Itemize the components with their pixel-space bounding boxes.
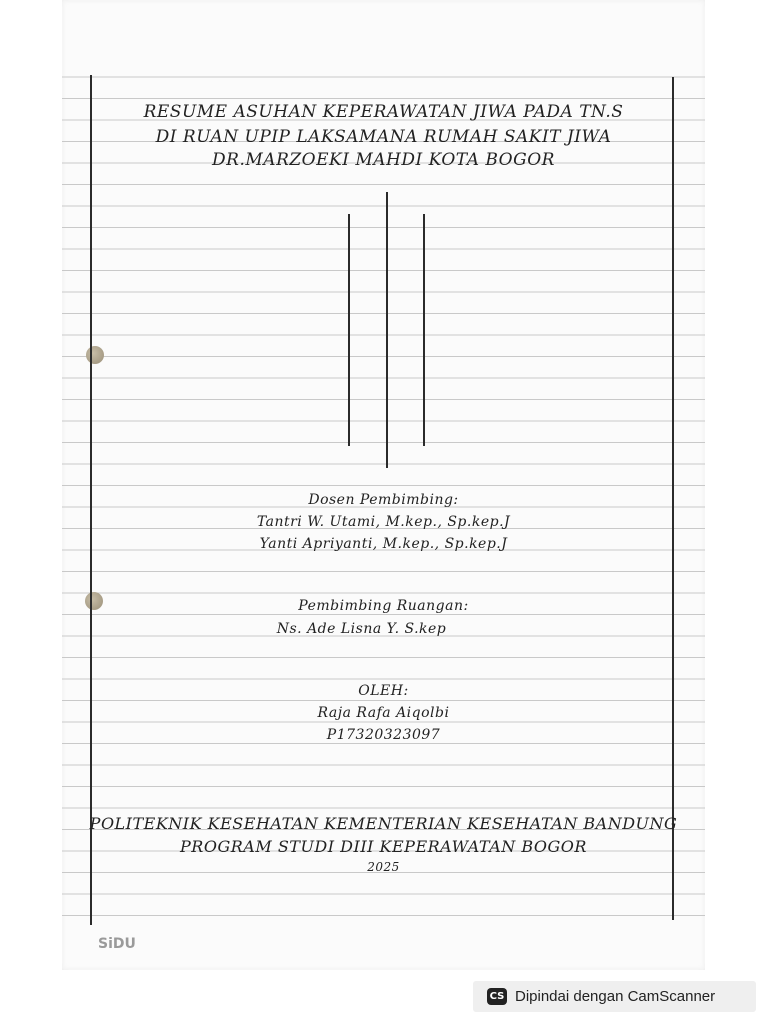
year: 2025: [367, 860, 400, 874]
decorative-line-center: [386, 192, 388, 468]
author-heading: OLEH:: [358, 683, 409, 699]
title-line-1: RESUME ASUHAN KEPERAWATAN JIWA PADA TN.S: [143, 102, 624, 122]
supervisor-name-2: Yanti Apriyanti, M.kep., Sp.kep.J: [259, 536, 508, 552]
author-name: Raja Rafa Aiqolbi: [317, 705, 450, 721]
camscanner-badge: [473, 981, 756, 1012]
paper-brand-logo: SiDU: [98, 936, 136, 952]
ward-supervisor-name: Ns. Ade Lisna Y. S.kep: [276, 621, 447, 637]
camscanner-icon: CS: [487, 988, 507, 1005]
author-id: P17320323097: [326, 727, 441, 743]
institution-line-1: POLITEKNIK KESEHATAN KEMENTERIAN KESEHATAN BANDUNG: [89, 814, 678, 833]
title-line-3: DR.MARZOEKI MAHDI KOTA BOGOR: [212, 150, 555, 170]
binder-hole-top: [86, 346, 104, 364]
institution-line-2: PROGRAM STUDI DIII KEPERAWATAN BOGOR: [180, 837, 587, 856]
camscanner-label: Dipindai dengan CamScanner: [515, 988, 716, 1005]
title-line-2: DI RUAN UPIP LAKSAMANA RUMAH SAKIT JIWA: [155, 127, 612, 147]
supervisors-heading: Dosen Pembimbing:: [308, 492, 459, 508]
supervisor-name-1: Tantri W. Utami, M.kep., Sp.kep.J: [256, 514, 511, 530]
decorative-line-right: [423, 214, 425, 446]
ward-supervisor-heading: Pembimbing Ruangan:: [298, 598, 469, 614]
decorative-line-left: [348, 214, 350, 446]
